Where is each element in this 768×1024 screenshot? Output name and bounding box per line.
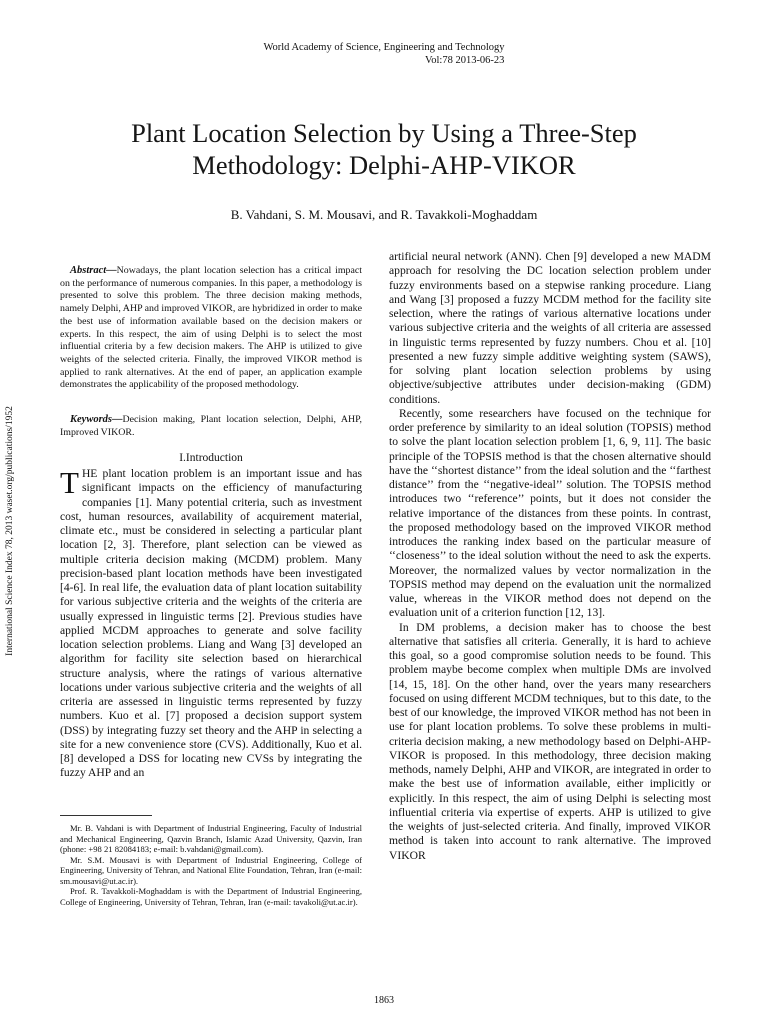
keywords — [60, 414, 362, 439]
abstract — [60, 265, 362, 392]
section-heading: I.Introduction — [179, 452, 243, 464]
footnote-3: Prof. R. Tavakkoli-Moghaddam is with the Department of Industrial Engineering, College of Engineering, University of Tehran, Tehran, Iran (e-mail: tavakoli@ut.ac.ir). — [60, 886, 362, 907]
abstract-label: Abstract— — [70, 265, 117, 276]
page-number: 1863 — [374, 995, 394, 1006]
intro-body — [60, 467, 362, 781]
volume-info: Vol:78 2013-06-23 — [425, 55, 505, 66]
right-paragraph-1: artificial neural network (ANN). Chen [9] developed a new MADM approach for resolving the DC location selection problem under fuzzy environments based on a stepwise ranking procedure. Liang and Wang [3] proposed a fuzzy MCDM method for the facility site selection, where the ratings of various alternative locations under various subjective criteria and the weights of all criteria are assessed in linguistic terms represented by fuzzy numbers. Chou et al. [10] presented a new fuzzy simple additive weighting system (SAWS), for solving plant location selection problems by using objective/subjective attributes under decision-making (GDM) conditions. — [389, 250, 711, 406]
sidebar-citation — [3, 408, 13, 658]
footnote-divider — [60, 815, 152, 816]
sidebar-text: International Science Index 78, 2013 waset.org/publications/1952 — [5, 406, 15, 656]
journal-name: World Academy of Science, Engineering and Technology — [263, 42, 505, 53]
title-line-2: Methodology: Delphi-AHP-VIKOR — [192, 150, 576, 180]
intro-paragraph-1: HE plant location problem is an important issue and has significant impacts on the efficiency of manufacturing companies [1]. Many potential criteria, such as investment cost, human resources, availability of acquirement material, climate etc., must be considered in selecting a particular plant location [2, 3]. Therefore, plant selection can be viewed as multiple criteria decision making (MCDM) problem. Many precision-based plant location methods have been investigated [4-6]. In real life, the evaluation data of plant location suitability for various subjective criteria and the weights of the criteria are usually expressed in linguistic terms [2]. Previous studies have applied MCDM approaches to generate and solve facility location selection problems. Liang and Wang [3] developed an algorithm for facility site selection based on hierarchical structure analysis, where the ratings of various alternative locations under various subjective criteria and the weights of all criteria are assessed in linguistic terms represented by fuzzy numbers. Kuo et al. [7] proposed a decision support system (DSS) by integrating fuzzy set theory and the AHP in selecting a site for a new convenience store (CVS). Additionally, Kuo et al. [8] developed a DSS for locating new CVSs by integrating the fuzzy AHP and an — [60, 467, 362, 780]
right-paragraph-3: In DM problems, a decision maker has to choose the best alternative that satisfies all criteria. Generally, it is hard to achieve this goal, so a good compromise solution needs to be found. This problem maybe become complex when multiple DMs are involved [14, 15, 18]. On the other hand, over the years many researchers focused on using different MCDM techniques, but to this date, to the best of our knowledge, the improved VIKOR method has not been in use for plant location problems. To solve these problems in multi-criteria decision making, a new methodology based on Delphi-AHP-VIKOR is proposed. In this methodology, three decision making methods, namely Delphi, AHP and VIKOR, are integrated in order to make the best use of information available, either implicitly or explicitly. In this respect, the aim of using Delphi is selecting most influential criteria via expertise of experts. AHP is utilized to give the weights of just-selected criteria. And finally, improved VIKOR method is taken into account to rank alternative. The improved VIKOR — [389, 620, 711, 862]
right-column — [389, 250, 711, 863]
keywords-label: Keywords— — [70, 414, 123, 425]
drop-cap: T — [60, 465, 79, 500]
footnotes — [60, 823, 362, 907]
authors: B. Vahdani, S. M. Mousavi, and R. Tavakkoli-Moghaddam — [230, 207, 538, 222]
keywords-text: Decision making, Plant location selection, Delphi, AHP, Improved VIKOR. — [60, 414, 362, 438]
right-paragraph-2: Recently, some researchers have focused on the technique for order preference by similarity to an ideal solution (TOPSIS) method to solve the plant location selection problem [1, 6, 9, 11]. The basic principle of the TOPSIS method is that the chosen alternative should have the ‘‘shortest distance’’ from the ideal solution and the ‘‘farthest distance’’ from the ‘‘negative-ideal’’ solution. The TOPSIS method introduces two ‘‘reference’’ points, but it does not consider the relative importance of the distances from these points. In contrast, the proposed methodology based on the improved VIKOR method introduces the ranking index based on the particular measure of ‘‘closeness’’ to the ideal solution without the need to ask the experts. Moreover, the normalized values by vector normalization in the TOPSIS method may depend on the evaluation unit the normalized value, whereas in the VIKOR method does not depend on the evaluation unit of a criterion function [12, 13]. — [389, 406, 711, 620]
footnote-2: Mr. S.M. Mousavi is with Department of Industrial Engineering, College of Engineering, University of Tehran, and National Elite Foundation, Tehran, Iran (e-mail: sm.mousavi@ut.ac.ir). — [60, 854, 362, 886]
paper-title — [60, 117, 708, 181]
abstract-text: Nowadays, the plant location selection has a critical impact on the performance of numerous companies. In this paper, a methodology is presented to solve this problem. The three decision making methods, namely Delphi, AHP and improved VIKOR, are hybridized in order to make the best use of information available based on the decision makers or experts. In this respect, the aim of using Delphi is to select the most influential criteria by a few decision makers. The AHP is utilized to give weights of the selected criteria. Finally, the improved VIKOR method is applied to rank alternatives. At the end of paper, an application example demonstrates the applicability of the proposed methodology. — [60, 265, 362, 391]
title-line-1: Plant Location Selection by Using a Three-Step — [131, 118, 637, 148]
footnote-1: Mr. B. Vahdani is with Department of Industrial Engineering, Faculty of Industrial and Mechanical Engineering, Qazvin Branch, Islamic Azad University, Qazvin, Iran (phone: +98 21 82084183; e-mail: b.vahdani@gmail.com). — [60, 823, 362, 854]
